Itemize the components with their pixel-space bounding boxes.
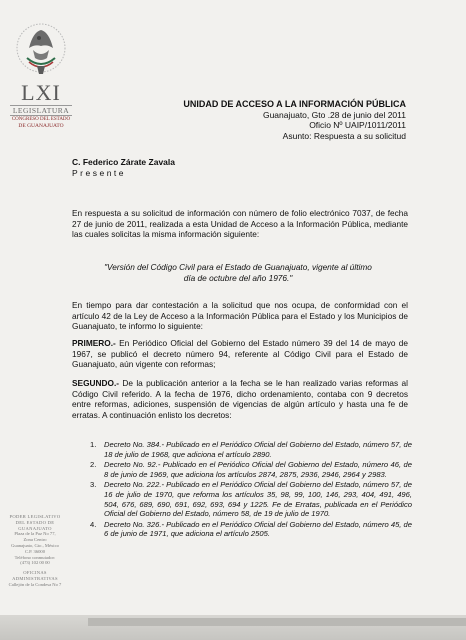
paragraph-segundo (72, 378, 408, 420)
office-number: Oficio Nº UAIP/1011/2011 (309, 120, 406, 130)
decree-number: 2. (90, 460, 97, 470)
footer-line: Plaza de la Paz No 77, (14, 531, 56, 537)
logo-state: DE GUANAJUATO (18, 123, 64, 129)
paragraph-primero (72, 338, 408, 370)
decree-text: Decreto No. 92.- Publicado en el Periódico Oficial del Gobierno del Estado, número 46, de 8 de junio de 1969, que adiciona los artículos 2874, 2875, 2936, 2946, 2964 y 2983. (104, 460, 412, 479)
subject-line: Asunto: Respuesta a su solicitud (282, 130, 406, 141)
footer-line: DEL ESTADO DE (15, 519, 55, 525)
place-date: Guanajuato, Gto .28 de junio del 2011 (262, 109, 406, 120)
congress-logo (6, 18, 76, 158)
footer-line: Zona Centro (23, 537, 47, 543)
segundo-label: SEGUNDO.- (72, 378, 120, 388)
footer-line: (473) 102 00 00 (20, 560, 50, 566)
footer-line: Guanajuato, Gto., México (11, 542, 59, 548)
scan-bottom-strip (88, 618, 466, 626)
list-item (90, 520, 412, 539)
footer-line: PODER LEGISLATIVO (9, 514, 61, 519)
unit-name: UNIDAD DE ACCESO A LA INFORMACIÓN PÚBLICA (183, 99, 406, 109)
address-footer (2, 514, 68, 588)
list-item (90, 460, 412, 479)
primero-label: PRIMERO.- (72, 338, 116, 348)
decree-number: 1. (90, 440, 97, 449)
logo-legislature: LEGISLATURA (10, 105, 72, 116)
presente-label: Presente (72, 168, 127, 178)
primero-text: En Periódico Oficial del Gobierno del Estado número 39 del 14 de mayo de 1967, se publicó el decreto número 94, referente al Código Civil para el Estado de Guanajuato, aún vigente con reformas; (72, 338, 408, 370)
logo-congress: CONGRESO DEL ESTADO (11, 117, 71, 122)
footer-line: Teléfono conmutador: (14, 554, 56, 560)
decree-text: Decreto No. 384.- Publicado en el Periódico Oficial del Gobierno del Estado, número 57, de 18 de julio de 1968, que adiciona el artículo 2890. (104, 440, 412, 459)
letter-header (183, 99, 406, 141)
list-item (90, 480, 412, 518)
recipient-name: C. Federico Zárate Zavala (72, 157, 175, 167)
paragraph-request: En respuesta a su solicitud de información con número de folio electrónico 7037, de fecha 27 de junio de 2011, realizada a esta Unidad de Acceso a la Información Pública, mediante las cuales solicitas la misma información siguiente: (72, 208, 408, 240)
segundo-text: De la publicación anterior a la fecha se le han realizado varias reformas al Código Civil referido. A la fecha de 1976, dicho ordenamiento, contaba con 9 decretos entre reformas, adiciones, suspensión de vigencias de algún artículo y hasta una fe de erratas. A continuación enlisto los decretos: (72, 378, 408, 420)
decree-number: 4. (90, 519, 97, 529)
logo-numeral: LXI (21, 80, 61, 105)
list-item (90, 440, 412, 459)
requested-quote: "Versión del Código Civil para el Estado de Guanajuato, vigente al último día de octubre del año 1976." (104, 262, 372, 283)
decree-text: Decreto No. 222.- Publicado en el Periódico Oficial del Gobierno del Estado, número 57, de 16 de julio de 1970, que reforma los artículos 35, 98, 99, 100, 146, 293, 404, 491, 496, 504, 676, 689, 690, 691, 692, 693, 694 y 1225. Fe de Erratas, publicada en el Periódico Oficial del Gobierno del Estado, número 58, de 19 de julio de 1970. (104, 480, 412, 519)
footer-line: GUANAJUATO (18, 525, 52, 531)
footer-line: Callejón de la Condesa No 7 (8, 581, 62, 587)
decree-list (90, 440, 412, 540)
decree-text: Decreto No. 326.- Publicado en el Periódico Oficial del Gobierno del Estado, número 45, de 6 de junio de 1971, que adiciona el artículo 2505. (104, 519, 412, 539)
footer-line: C.P. 36000 (24, 548, 46, 554)
paragraph-response: En tiempo para dar contestación a la solicitud que nos ocupa, de conformidad con el artículo 42 de la Ley de Acceso a la Información Pública para el Estado y los Municipios de Guanajuato, te informo lo siguiente: (72, 300, 408, 332)
eagle-seal-icon (15, 18, 67, 84)
decree-number: 3. (90, 480, 97, 490)
recipient-block (72, 157, 175, 179)
footer-line: OFICINAS (23, 570, 47, 576)
footer-line: ADMINISTRATIVAS (12, 575, 58, 581)
